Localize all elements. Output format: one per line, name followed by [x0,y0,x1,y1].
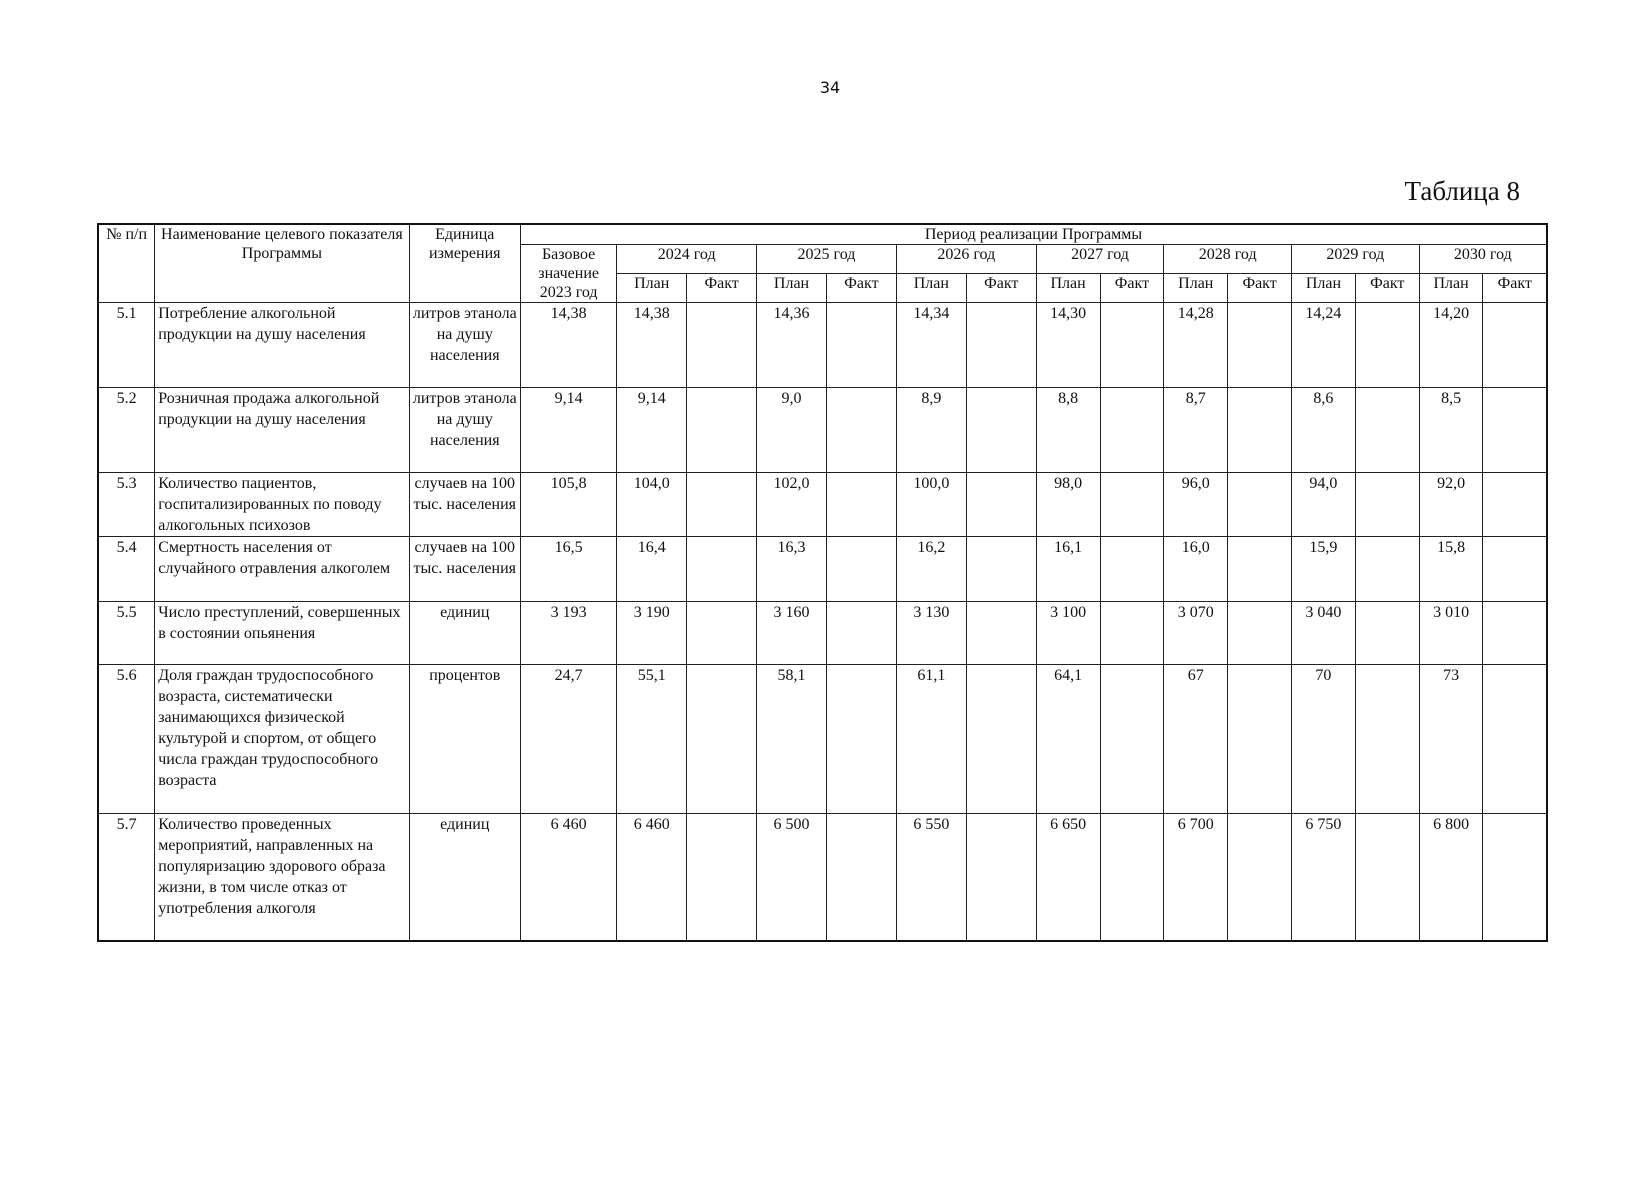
row-fact-value [1483,537,1547,602]
row-plan-value: 3 070 [1164,602,1228,665]
row-plan-value: 61,1 [896,665,966,814]
header-base: Базовое значение 2023 год [521,245,617,303]
header-plan: План [896,274,966,303]
table-row [98,537,1547,602]
row-plan-value: 3 160 [757,602,827,665]
row-plan-value: 98,0 [1036,473,1100,537]
row-plan-value: 8,9 [896,388,966,473]
row-plan-value: 70 [1292,665,1356,814]
row-plan-value: 16,0 [1164,537,1228,602]
table-row [98,303,1547,388]
row-fact-value [1483,473,1547,537]
row-plan-value: 104,0 [617,473,687,537]
header-plan: План [757,274,827,303]
row-name: Доля граждан трудоспособного возраста, систематически занимающихся физической культурой и спортом, от общего числа граждан трудоспособного возраста [155,665,409,814]
row-fact-value [826,602,896,665]
header-fact: Факт [1228,274,1292,303]
row-plan-value: 6 650 [1036,814,1100,942]
header-unit: Единица измерения [409,224,520,303]
row-fact-value [826,473,896,537]
row-fact-value [966,665,1036,814]
row-plan-value: 3 040 [1292,602,1356,665]
header-period: Период реализации Программы [521,224,1548,245]
row-plan-value: 55,1 [617,665,687,814]
row-num: 5.7 [98,814,155,942]
header-plan: План [617,274,687,303]
row-plan-value: 14,36 [757,303,827,388]
row-plan-value: 14,28 [1164,303,1228,388]
row-fact-value [1100,537,1164,602]
row-plan-value: 67 [1164,665,1228,814]
row-fact-value [1228,814,1292,942]
row-plan-value: 14,30 [1036,303,1100,388]
row-fact-value [966,602,1036,665]
row-num: 5.5 [98,602,155,665]
row-num: 5.3 [98,473,155,537]
header-fact: Факт [1355,274,1419,303]
row-plan-value: 94,0 [1292,473,1356,537]
header-year: 2030 год [1419,245,1547,274]
header-name: Наименование целевого показателя Программы [155,224,409,303]
table-row [98,388,1547,473]
row-unit: единиц [409,602,520,665]
indicators-table [97,223,1548,942]
row-num: 5.6 [98,665,155,814]
header-year: 2028 год [1164,245,1292,274]
row-plan-value: 102,0 [757,473,827,537]
row-unit: случаев на 100 тыс. населения [409,537,520,602]
row-base: 6 460 [521,814,617,942]
row-plan-value: 3 010 [1419,602,1483,665]
table-row [98,473,1547,537]
row-plan-value: 6 800 [1419,814,1483,942]
row-num: 5.2 [98,388,155,473]
row-fact-value [1228,473,1292,537]
row-plan-value: 64,1 [1036,665,1100,814]
row-fact-value [687,388,757,473]
header-fact: Факт [1483,274,1547,303]
row-fact-value [1100,814,1164,942]
row-fact-value [826,814,896,942]
row-unit: процентов [409,665,520,814]
row-fact-value [966,537,1036,602]
row-plan-value: 96,0 [1164,473,1228,537]
row-base: 9,14 [521,388,617,473]
header-fact: Факт [826,274,896,303]
row-plan-value: 16,1 [1036,537,1100,602]
row-fact-value [687,473,757,537]
row-fact-value [1228,303,1292,388]
row-fact-value [1355,537,1419,602]
row-name: Потребление алкогольной продукции на душу населения [155,303,409,388]
row-fact-value [826,303,896,388]
row-fact-value [1483,665,1547,814]
row-fact-value [1483,388,1547,473]
row-fact-value [1228,537,1292,602]
header-plan: План [1292,274,1356,303]
row-plan-value: 15,8 [1419,537,1483,602]
header-year: 2026 год [896,245,1036,274]
row-fact-value [687,602,757,665]
table-row [98,814,1547,942]
row-plan-value: 73 [1419,665,1483,814]
row-fact-value [1355,303,1419,388]
row-fact-value [1100,473,1164,537]
row-plan-value: 8,6 [1292,388,1356,473]
row-fact-value [966,814,1036,942]
row-fact-value [966,303,1036,388]
row-plan-value: 16,4 [617,537,687,602]
row-base: 3 193 [521,602,617,665]
table-row [98,602,1547,665]
row-plan-value: 14,24 [1292,303,1356,388]
row-fact-value [1355,473,1419,537]
header-plan: План [1036,274,1100,303]
row-plan-value: 6 460 [617,814,687,942]
row-name: Количество проведенных мероприятий, направленных на популяризацию здорового образа жизни, в том числе отказ от употребления алкоголя [155,814,409,942]
row-fact-value [687,303,757,388]
row-plan-value: 6 550 [896,814,966,942]
row-fact-value [966,388,1036,473]
table-body [98,303,1547,942]
row-fact-value [826,537,896,602]
row-plan-value: 8,8 [1036,388,1100,473]
header-num: № п/п [98,224,155,303]
row-plan-value: 14,34 [896,303,966,388]
row-fact-value [1355,602,1419,665]
header-row-1 [98,224,1547,245]
row-plan-value: 6 500 [757,814,827,942]
row-unit: случаев на 100 тыс. населения [409,473,520,537]
row-fact-value [966,473,1036,537]
header-year: 2024 год [617,245,757,274]
row-name: Число преступлений, совершенных в состоянии опьянения [155,602,409,665]
row-base: 24,7 [521,665,617,814]
row-fact-value [1355,665,1419,814]
row-plan-value: 6 750 [1292,814,1356,942]
row-fact-value [687,665,757,814]
row-fact-value [1100,388,1164,473]
row-name: Количество пациентов, госпитализированных по поводу алкогольных психозов [155,473,409,537]
row-name: Розничная продажа алкогольной продукции на душу населения [155,388,409,473]
row-fact-value [1100,303,1164,388]
row-plan-value: 6 700 [1164,814,1228,942]
row-plan-value: 8,5 [1419,388,1483,473]
row-unit: литров этанола на душу населения [409,303,520,388]
row-fact-value [1483,814,1547,942]
header-fact: Факт [966,274,1036,303]
row-plan-value: 92,0 [1419,473,1483,537]
header-plan: План [1419,274,1483,303]
row-fact-value [826,388,896,473]
row-plan-value: 3 100 [1036,602,1100,665]
row-fact-value [1355,388,1419,473]
row-name: Смертность населения от случайного отравления алкоголем [155,537,409,602]
row-fact-value [1100,665,1164,814]
row-base: 16,5 [521,537,617,602]
header-year: 2027 год [1036,245,1164,274]
row-fact-value [1228,665,1292,814]
row-unit: единиц [409,814,520,942]
row-plan-value: 14,38 [617,303,687,388]
header-plan: План [1164,274,1228,303]
row-num: 5.4 [98,537,155,602]
row-num: 5.1 [98,303,155,388]
header-year: 2029 год [1292,245,1420,274]
row-plan-value: 8,7 [1164,388,1228,473]
header-year: 2025 год [757,245,897,274]
header-fact: Факт [1100,274,1164,303]
row-plan-value: 16,2 [896,537,966,602]
row-plan-value: 3 190 [617,602,687,665]
row-plan-value: 14,20 [1419,303,1483,388]
table-row [98,665,1547,814]
row-plan-value: 9,0 [757,388,827,473]
table-caption: Таблица 8 [1404,176,1520,206]
row-plan-value: 9,14 [617,388,687,473]
row-base: 14,38 [521,303,617,388]
row-plan-value: 3 130 [896,602,966,665]
row-fact-value [826,665,896,814]
row-fact-value [687,814,757,942]
row-fact-value [1483,303,1547,388]
row-unit: литров этанола на душу населения [409,388,520,473]
row-fact-value [1100,602,1164,665]
row-fact-value [687,537,757,602]
row-fact-value [1483,602,1547,665]
row-fact-value [1355,814,1419,942]
row-fact-value [1228,388,1292,473]
page-number: 34 [819,78,841,97]
row-base: 105,8 [521,473,617,537]
row-plan-value: 16,3 [757,537,827,602]
row-fact-value [1228,602,1292,665]
row-plan-value: 15,9 [1292,537,1356,602]
row-plan-value: 58,1 [757,665,827,814]
row-plan-value: 100,0 [896,473,966,537]
header-fact: Факт [687,274,757,303]
